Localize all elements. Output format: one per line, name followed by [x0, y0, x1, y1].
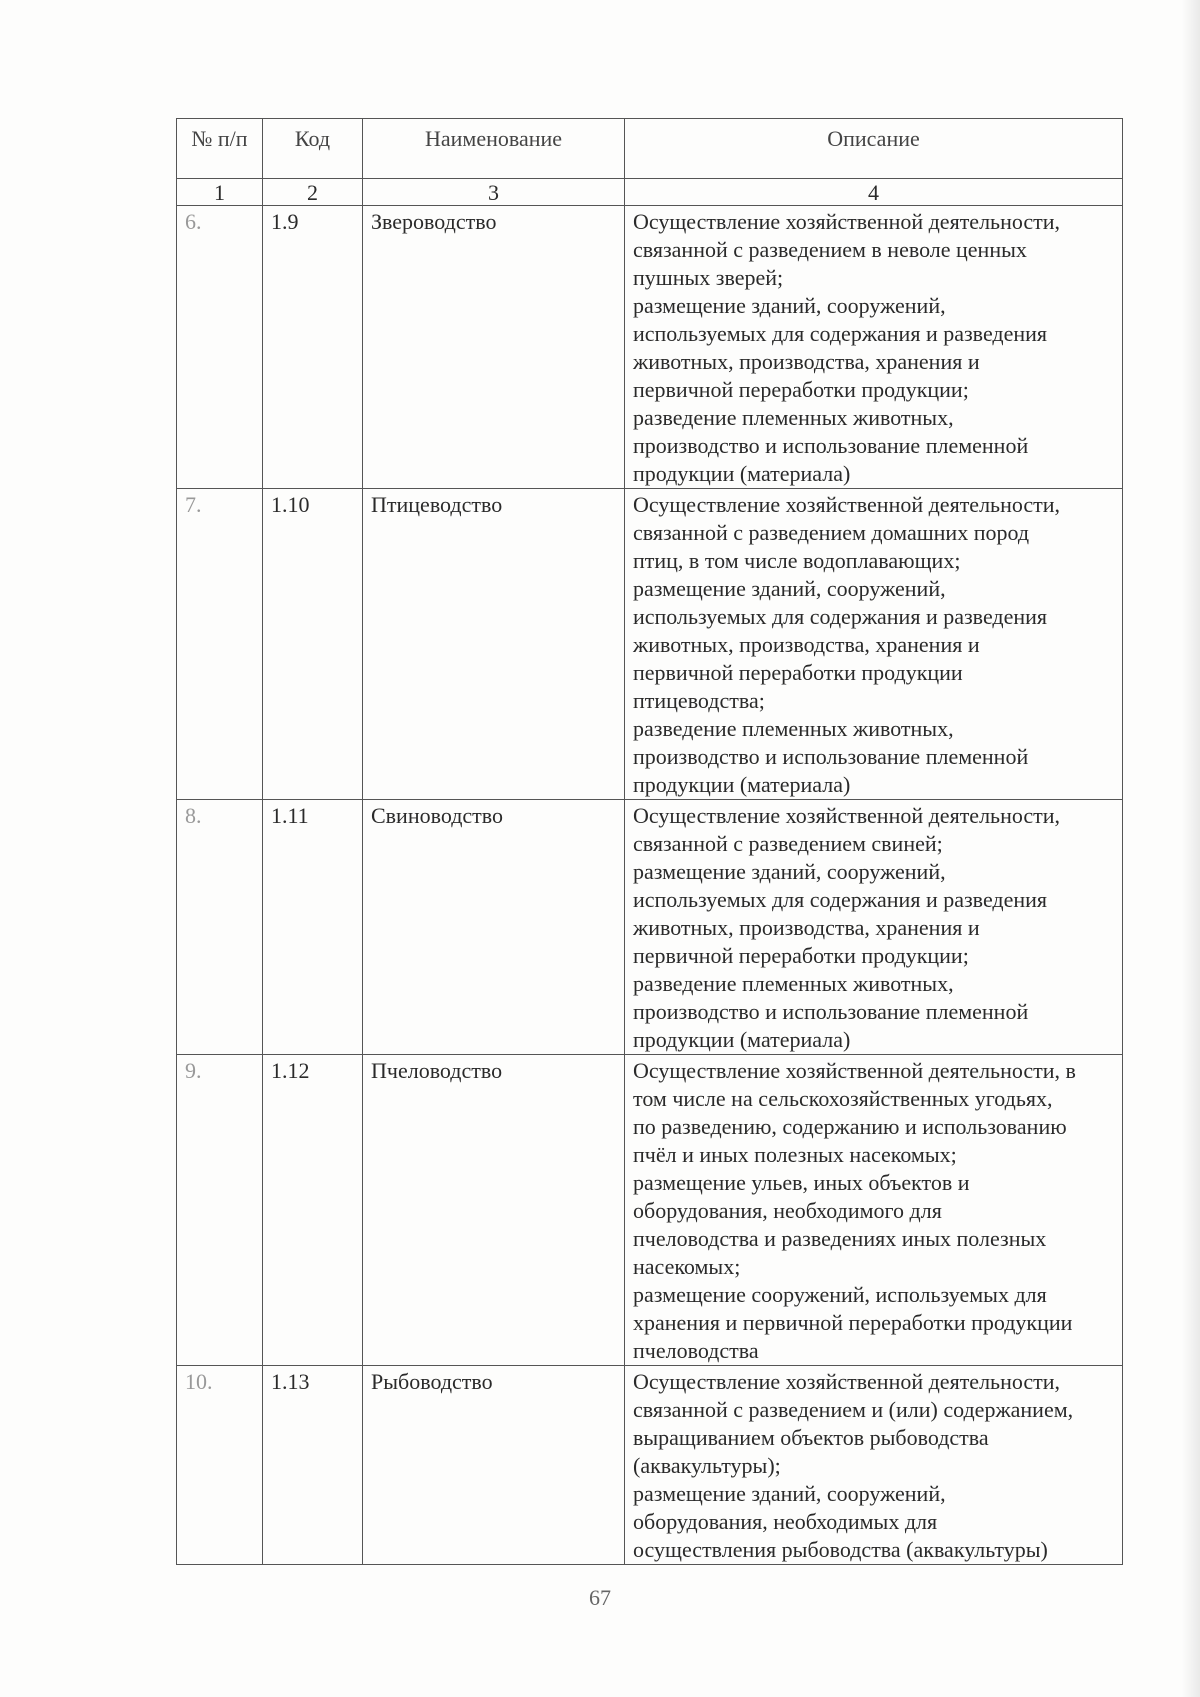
- table-row: [177, 1055, 1123, 1366]
- description-line: продукции (материала): [633, 461, 851, 486]
- description-line: Осуществление хозяйственной деятельности,: [633, 492, 1061, 517]
- description-line: разведение племенных животных,: [633, 971, 954, 996]
- description-line: осуществления рыбоводства (аквакультуры): [633, 1537, 1048, 1562]
- description-line: Осуществление хозяйственной деятельности,: [633, 803, 1061, 828]
- column-index-cell: 4: [625, 179, 1123, 206]
- row-description: [625, 1366, 1123, 1565]
- header-desc: [625, 119, 1123, 179]
- description-line: первичной переработки продукции: [633, 660, 963, 685]
- header-desc-label: Описание: [827, 126, 920, 151]
- row-number: 10.: [177, 1366, 263, 1565]
- description-line: оборудования, необходимых для: [633, 1509, 938, 1534]
- description-line: том числе на сельскохозяйственных угодьях,: [633, 1086, 1053, 1111]
- row-description: [625, 206, 1123, 489]
- row-number: 9.: [177, 1055, 263, 1366]
- row-name: Пчеловодство: [363, 1055, 625, 1366]
- description-line: продукции (материала): [633, 772, 851, 797]
- column-index-cell: 2: [263, 179, 363, 206]
- description-line: пушных зверей;: [633, 265, 784, 290]
- row-name: Свиноводство: [363, 800, 625, 1055]
- row-number: 6.: [177, 206, 263, 489]
- description-line: птицеводства;: [633, 688, 765, 713]
- column-index-cell: 1: [177, 179, 263, 206]
- description-line: связанной с разведением и (или) содержанием,: [633, 1397, 1074, 1422]
- table-row: [177, 489, 1123, 800]
- description-line: связанной с разведением домашних пород: [633, 520, 1030, 545]
- description-line: разведение племенных животных,: [633, 405, 954, 430]
- description-line: выращиванием объектов рыбоводства: [633, 1425, 989, 1450]
- description-line: производство и использование племенной: [633, 433, 1029, 458]
- description-line: животных, производства, хранения и: [633, 632, 980, 657]
- description-line: производство и использование племенной: [633, 999, 1029, 1024]
- row-description: [625, 489, 1123, 800]
- description-line: по разведению, содержанию и использованию: [633, 1114, 1067, 1139]
- header-num-label: № п/п: [191, 126, 248, 151]
- description-line: (аквакультуры);: [633, 1453, 781, 1478]
- description-line: размещение зданий, сооружений,: [633, 859, 946, 884]
- row-code: 1.10: [263, 489, 363, 800]
- table-row: [177, 1366, 1123, 1565]
- description-line: размещение ульев, иных объектов и: [633, 1170, 970, 1195]
- column-index-row: [177, 179, 1123, 206]
- description-line: размещение зданий, сооружений,: [633, 1481, 946, 1506]
- header-name: [363, 119, 625, 179]
- description-line: пчеловодства и разведениях иных полезных: [633, 1226, 1047, 1251]
- row-name: Птицеводство: [363, 489, 625, 800]
- description-line: животных, производства, хранения и: [633, 915, 980, 940]
- table-row: [177, 800, 1123, 1055]
- description-line: используемых для содержания и разведения: [633, 887, 1048, 912]
- header-num: [177, 119, 263, 179]
- table-body: [177, 206, 1123, 1565]
- description-line: хранения и первичной переработки продукции: [633, 1310, 1073, 1335]
- row-name: Звероводство: [363, 206, 625, 489]
- description-line: производство и использование племенной: [633, 744, 1029, 769]
- description-line: насекомых;: [633, 1254, 741, 1279]
- description-line: связанной с разведением свиней;: [633, 831, 943, 856]
- description-line: размещение сооружений, используемых для: [633, 1282, 1047, 1307]
- description-line: используемых для содержания и разведения: [633, 604, 1048, 629]
- description-line: размещение зданий, сооружений,: [633, 293, 946, 318]
- description-line: связанной с разведением в неволе ценных: [633, 237, 1027, 262]
- description-line: Осуществление хозяйственной деятельности, в: [633, 1058, 1076, 1083]
- header-code: [263, 119, 363, 179]
- column-index-cell: 3: [363, 179, 625, 206]
- description-line: размещение зданий, сооружений,: [633, 576, 946, 601]
- page-number: 67: [589, 1585, 611, 1610]
- row-description: [625, 1055, 1123, 1366]
- description-line: пчёл и иных полезных насекомых;: [633, 1142, 957, 1167]
- row-description: [625, 800, 1123, 1055]
- description-line: первичной переработки продукции;: [633, 943, 969, 968]
- header-name-label: Наименование: [424, 126, 563, 151]
- description-line: животных, производства, хранения и: [633, 349, 980, 374]
- description-line: птиц, в том числе водоплавающих;: [633, 548, 961, 573]
- row-code: 1.13: [263, 1366, 363, 1565]
- description-line: пчеловодства: [633, 1338, 759, 1363]
- description-line: оборудования, необходимого для: [633, 1198, 942, 1223]
- description-line: разведение племенных животных,: [633, 716, 954, 741]
- description-line: Осуществление хозяйственной деятельности,: [633, 1369, 1061, 1394]
- scan-edge-shadow: [1182, 0, 1200, 1697]
- row-code: 1.9: [263, 206, 363, 489]
- row-code: 1.11: [263, 800, 363, 1055]
- header-row: [177, 119, 1123, 179]
- description-line: Осуществление хозяйственной деятельности,: [633, 209, 1061, 234]
- row-code: 1.12: [263, 1055, 363, 1366]
- row-number: 7.: [177, 489, 263, 800]
- description-line: первичной переработки продукции;: [633, 377, 969, 402]
- description-line: продукции (материала): [633, 1027, 851, 1052]
- land-use-table: [176, 118, 1123, 1565]
- row-name: Рыбоводство: [363, 1366, 625, 1565]
- table-row: [177, 206, 1123, 489]
- header-code-label: Код: [294, 126, 331, 151]
- description-line: используемых для содержания и разведения: [633, 321, 1048, 346]
- row-number: 8.: [177, 800, 263, 1055]
